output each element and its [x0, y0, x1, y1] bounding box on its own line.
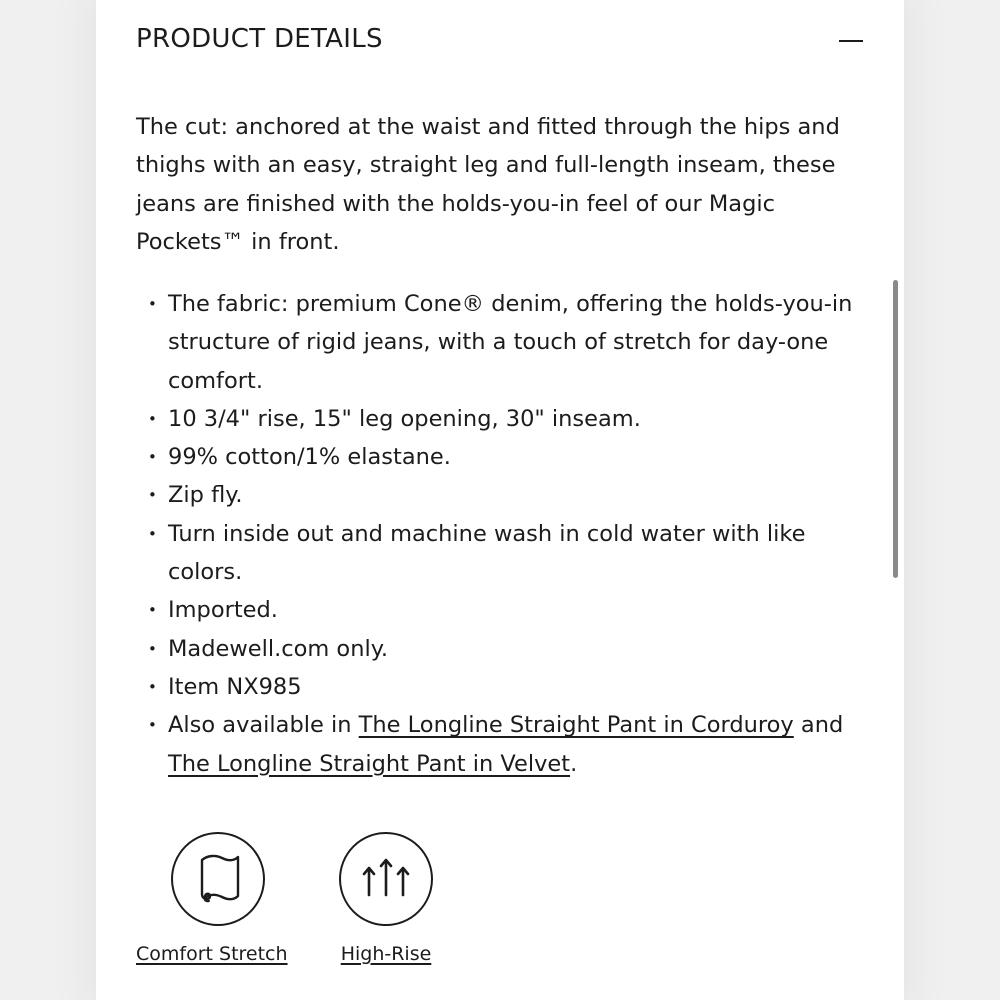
feature-badge	[339, 832, 433, 926]
fabric-roll-icon	[188, 852, 248, 906]
velvet-pant-link[interactable]: The Longline Straight Pant in Velvet	[168, 750, 571, 777]
feature-high-rise[interactable]	[338, 832, 434, 966]
list-item: • The fabric: premium Cone® denim, offering the holds-you-in structure of rigid jeans, with a touch of stretch for day-one comfort.	[136, 285, 866, 400]
list-item: • 10 3/4" rise, 15" leg opening, 30" inseam.	[136, 400, 866, 438]
list-item: • Zip fly.	[136, 476, 866, 514]
feature-badge	[171, 832, 265, 926]
feature-comfort-stretch[interactable]	[136, 832, 302, 966]
list-item: • Turn inside out and machine wash in cold water with like colors.	[136, 515, 866, 592]
corduroy-pant-link[interactable]: The Longline Straight Pant in Corduroy	[358, 712, 794, 739]
minus-icon[interactable]	[838, 28, 864, 54]
list-item-also-available	[136, 706, 866, 783]
list-item: • Item NX985	[136, 668, 866, 706]
feature-label[interactable]: High-Rise	[340, 943, 432, 965]
list-item: • 99% cotton/1% elastane.	[136, 438, 866, 476]
also-available-suffix: .	[570, 750, 578, 777]
also-available-prefix: Also available in	[168, 712, 359, 739]
also-available-middle: and	[793, 712, 844, 739]
section-header[interactable]	[136, 22, 864, 58]
product-details-panel	[96, 0, 904, 1000]
product-description: The cut: anchored at the waist and fitted through the hips and thighs with an easy, straight leg and full-length inseam, these jeans are finished with the holds-you-in feel of our Magic Pockets™ in front.	[136, 114, 840, 255]
details-list	[136, 285, 866, 783]
feature-label[interactable]: Comfort Stretch	[136, 943, 288, 965]
arrows-up-icon	[359, 855, 413, 903]
section-title: PRODUCT DETAILS	[136, 24, 383, 54]
list-item: • Madewell.com only.	[136, 630, 866, 668]
scrollbar[interactable]	[893, 280, 898, 578]
list-item: • Imported.	[136, 591, 866, 629]
